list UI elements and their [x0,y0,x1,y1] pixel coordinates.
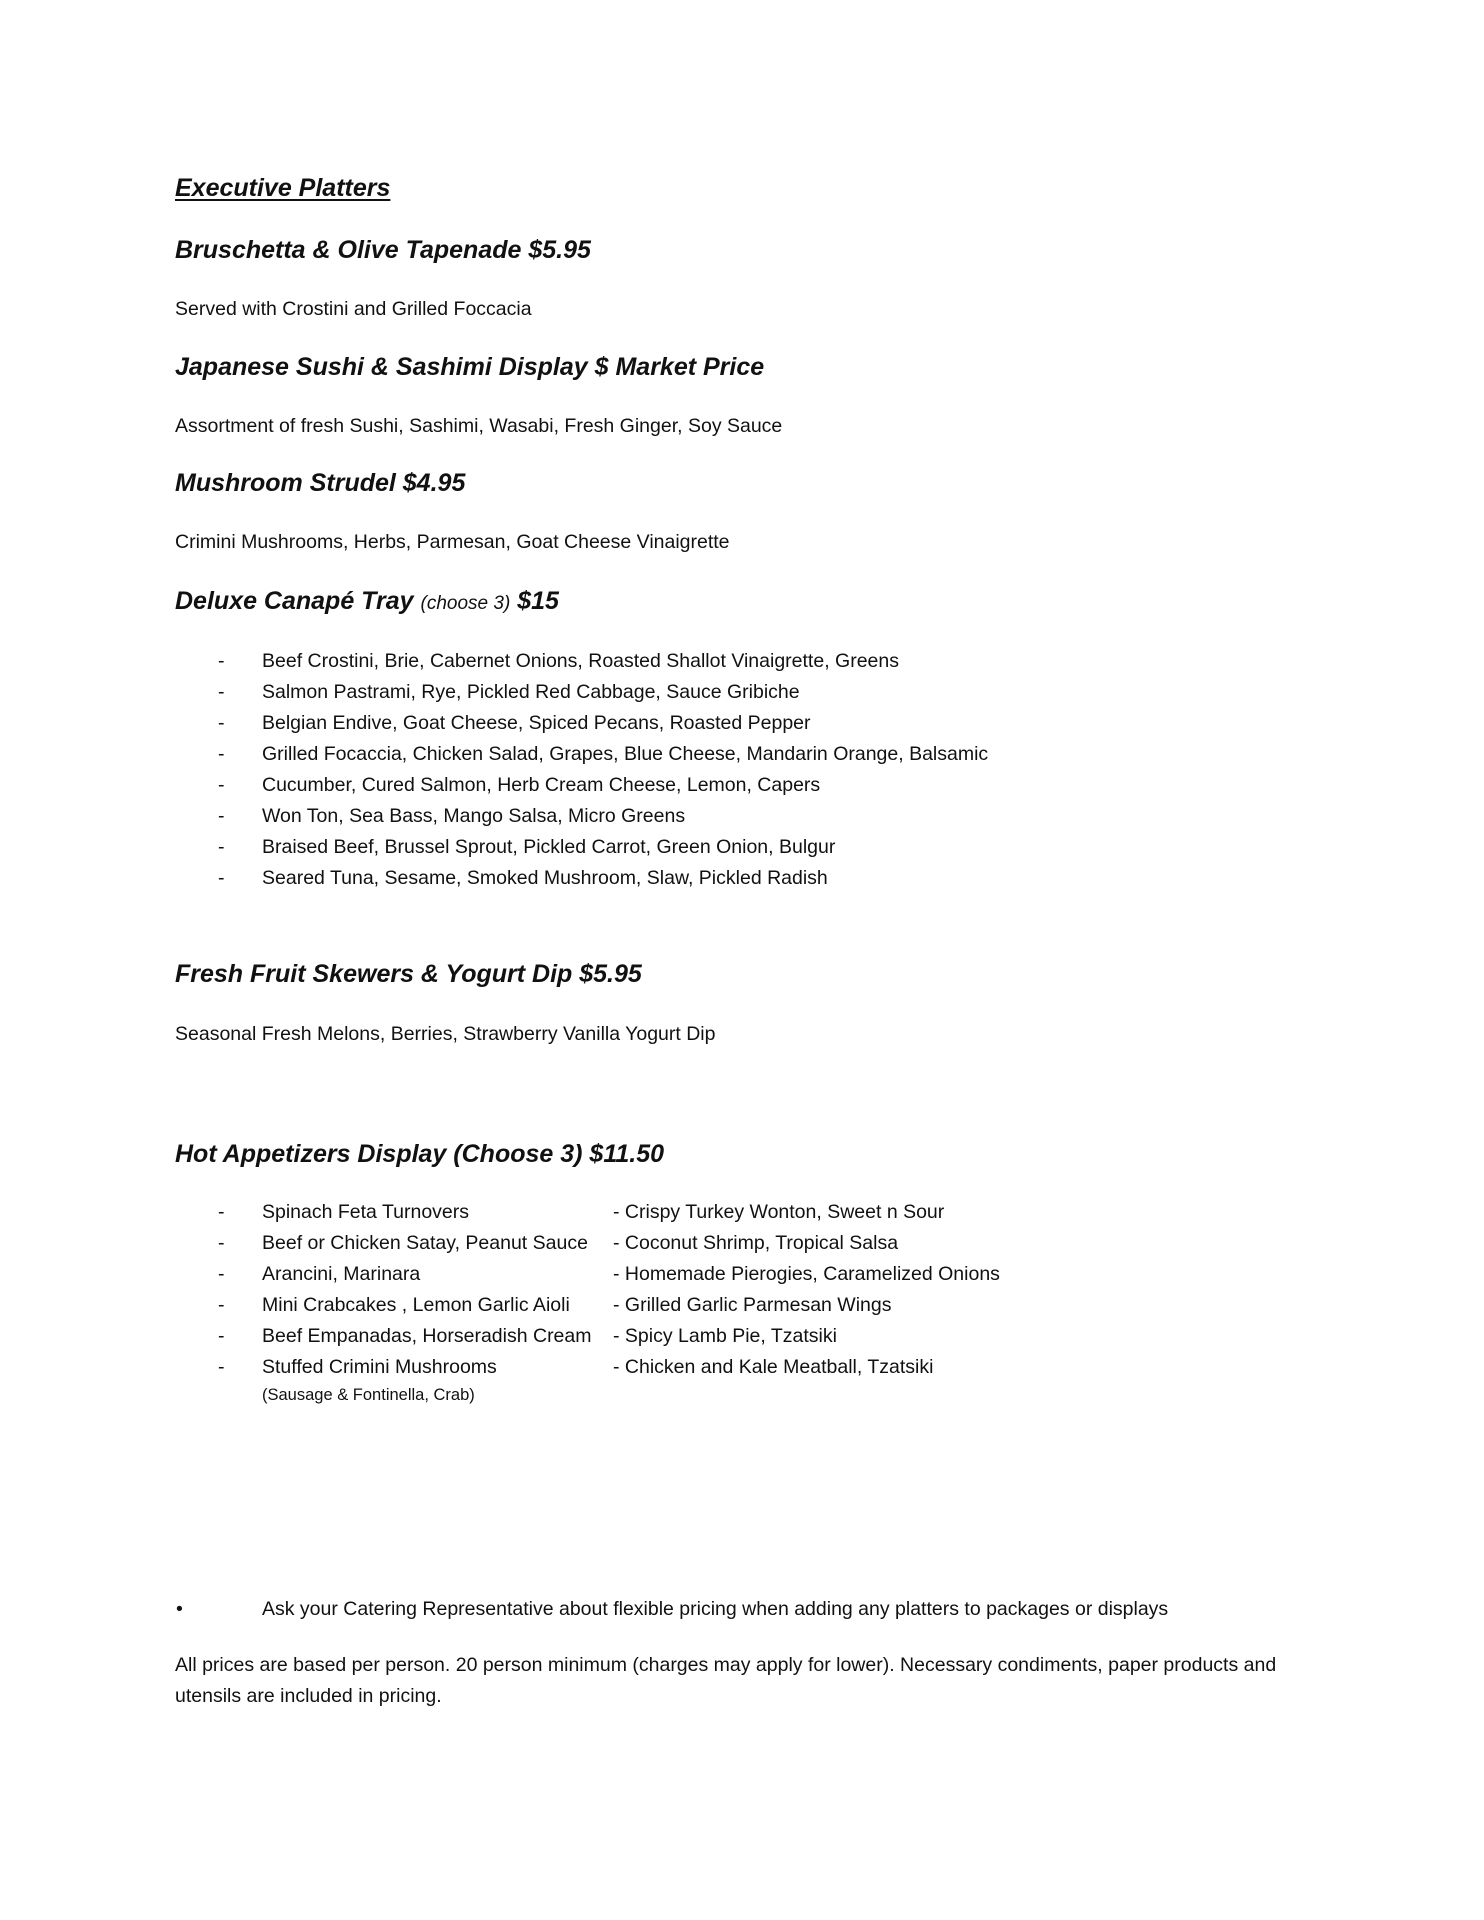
list-dash: - [218,1294,225,1316]
list-item: Arancini, Marinara [262,1263,421,1285]
list-dash: - [218,1356,225,1378]
list-dash: - [218,774,225,796]
list-item: Braised Beef, Brussel Sprout, Pickled Carrot, Green Onion, Bulgur [262,836,836,858]
list-item-note: (Sausage & Fontinella, Crab) [262,1386,475,1404]
list-item: - Coconut Shrimp, Tropical Salsa [613,1232,899,1254]
list-item: Seared Tuna, Sesame, Smoked Mushroom, Slaw, Pickled Radish [262,867,828,889]
list-item: Grilled Focaccia, Chicken Salad, Grapes, Blue Cheese, Mandarin Orange, Balsamic [262,743,989,765]
list-item: Spinach Feta Turnovers [262,1201,470,1223]
canape-heading-price: $15 [517,587,559,615]
pricing-note: Ask your Catering Representative about flexible pricing when adding any platters to packages or displays [262,1598,1169,1620]
list-item: Beef Crostini, Brie, Cabernet Onions, Roasted Shallot Vinaigrette, Greens [262,650,899,672]
footer-line-1: All prices are based per person. 20 person minimum (charges may apply for lower). Necessary condiments, paper products and [175,1654,1277,1676]
section-heading-sushi: Japanese Sushi & Sashimi Display $ Market Price [175,353,765,381]
list-dash: - [218,743,225,765]
section-heading-canape [175,587,559,616]
list-item: Mini Crabcakes , Lemon Garlic Aioli [262,1294,570,1316]
list-item: Stuffed Crimini Mushrooms [262,1356,497,1378]
list-dash: - [218,1325,225,1347]
list-item: - Homemade Pierogies, Caramelized Onions [613,1263,1000,1285]
page-title: Executive Platters [175,174,391,202]
canape-heading-main: Deluxe Canapé Tray [175,587,414,615]
list-dash: - [218,867,225,889]
list-item: Beef Empanadas, Horseradish Cream [262,1325,592,1347]
list-item: Cucumber, Cured Salmon, Herb Cream Cheese, Lemon, Capers [262,774,821,796]
section-description-strudel: Crimini Mushrooms, Herbs, Parmesan, Goat Cheese Vinaigrette [175,531,730,553]
section-description-sushi: Assortment of fresh Sushi, Sashimi, Wasabi, Fresh Ginger, Soy Sauce [175,415,783,437]
canape-heading-note: (choose 3) [420,593,511,614]
section-heading-strudel: Mushroom Strudel $4.95 [175,469,466,497]
list-dash: - [218,712,225,734]
section-heading-fruit: Fresh Fruit Skewers & Yogurt Dip $5.95 [175,960,642,988]
list-item: Won Ton, Sea Bass, Mango Salsa, Micro Greens [262,805,686,827]
bullet-point: • [176,1598,183,1620]
list-item: Salmon Pastrami, Rye, Pickled Red Cabbage, Sauce Gribiche [262,681,800,703]
section-heading-hot-appetizers: Hot Appetizers Display (Choose 3) $11.50 [175,1140,665,1168]
list-dash: - [218,836,225,858]
section-description-fruit: Seasonal Fresh Melons, Berries, Strawberry Vanilla Yogurt Dip [175,1023,716,1045]
list-dash: - [218,1263,225,1285]
section-description-bruschetta: Served with Crostini and Grilled Foccacia [175,298,532,320]
list-item: Beef or Chicken Satay, Peanut Sauce [262,1232,588,1254]
list-dash: - [218,681,225,703]
list-item: - Grilled Garlic Parmesan Wings [613,1294,892,1316]
list-item: - Chicken and Kale Meatball, Tzatsiki [613,1356,934,1378]
list-dash: - [218,1201,225,1223]
list-item: - Crispy Turkey Wonton, Sweet n Sour [613,1201,945,1223]
section-heading-bruschetta: Bruschetta & Olive Tapenade $5.95 [175,236,591,264]
list-item: Belgian Endive, Goat Cheese, Spiced Pecans, Roasted Pepper [262,712,811,734]
list-dash: - [218,805,225,827]
list-item: - Spicy Lamb Pie, Tzatsiki [613,1325,837,1347]
footer-line-2: utensils are included in pricing. [175,1685,442,1707]
list-dash: - [218,1232,225,1254]
list-dash: - [218,650,225,672]
